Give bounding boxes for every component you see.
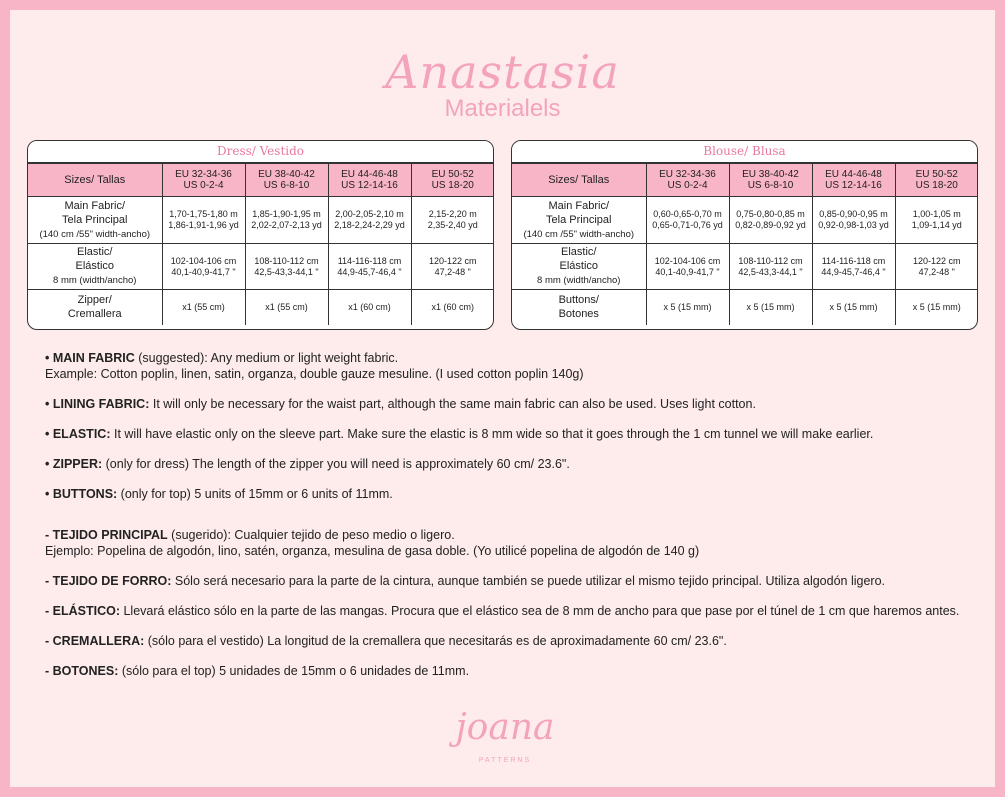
table-cell bbox=[812, 244, 895, 290]
table-cell bbox=[812, 290, 895, 325]
row-label bbox=[28, 244, 162, 290]
cell-line: Elastic/ bbox=[561, 246, 597, 258]
dress-table bbox=[27, 140, 494, 330]
table-cell bbox=[895, 244, 978, 290]
cell-line: 2,00-2,05-2,10 m bbox=[335, 209, 404, 219]
table-cell bbox=[245, 244, 328, 290]
cell-line: EU 44-46-48 bbox=[825, 169, 882, 180]
size-header bbox=[729, 164, 812, 197]
sizes-header: Sizes/ Tallas bbox=[28, 164, 162, 197]
table-header-row bbox=[512, 164, 978, 197]
sizes-header: Sizes/ Tallas bbox=[512, 164, 646, 197]
table-cell bbox=[328, 290, 411, 325]
size-table bbox=[512, 163, 978, 325]
note-item bbox=[45, 633, 975, 649]
cell-line: Elástico bbox=[75, 260, 115, 272]
note-text: (sugerido): Cualquier tejido de peso medio o ligero. bbox=[167, 528, 455, 542]
note-text: It will only be necessary for the waist part, although the same main fabric can also be used. Uses light cotton. bbox=[149, 397, 756, 411]
cell-line: 8 mm (width/ancho) bbox=[53, 275, 137, 286]
size-header bbox=[328, 164, 411, 197]
table-row bbox=[28, 197, 494, 244]
cell-line: 1,09-1,14 yd bbox=[911, 220, 962, 230]
cell-line: US 0-2-4 bbox=[183, 180, 224, 191]
note-text: (sólo para el vestido) La longitud de la cremallera que necesitarás es de aproximadamente 60 cm/ 23.6". bbox=[144, 634, 727, 648]
cell-line: x1 (55 cm) bbox=[182, 301, 225, 312]
cell-line: 2,35-2,40 yd bbox=[427, 220, 478, 230]
cell-line: Main Fabric/ bbox=[64, 199, 126, 212]
cell-line: 0,60-0,65-0,70 m bbox=[653, 209, 722, 219]
cell-line: Cremallera bbox=[67, 308, 122, 321]
table-title: Dress/ Vestido bbox=[28, 141, 493, 163]
size-header bbox=[162, 164, 245, 197]
cell-line: Tela Principal bbox=[62, 213, 128, 226]
note-heading: • BUTTONS: bbox=[45, 487, 118, 501]
note-item bbox=[45, 486, 975, 502]
cell-line: 0,82-0,89-0,92 yd bbox=[735, 220, 806, 230]
row-label bbox=[28, 197, 162, 244]
size-header bbox=[411, 164, 494, 197]
table-cell bbox=[411, 290, 494, 325]
cell-line: 44,9-45,7-46,4 " bbox=[337, 266, 402, 277]
cell-line: x 5 (15 mm) bbox=[746, 301, 795, 312]
table-cell bbox=[895, 290, 978, 325]
cell-line: 40,1-40,9-41,7 " bbox=[171, 266, 236, 277]
cell-line: 0,65-0,71-0,76 yd bbox=[652, 220, 723, 230]
notes-english bbox=[45, 350, 975, 502]
cell-line: x 5 (15 mm) bbox=[912, 301, 961, 312]
cell-line: EU 38-40-42 bbox=[258, 169, 315, 180]
table-cell bbox=[646, 290, 729, 325]
table-cell bbox=[812, 197, 895, 244]
table-row bbox=[28, 290, 494, 325]
size-header bbox=[245, 164, 328, 197]
cell-line: 47,2-48 " bbox=[434, 266, 471, 277]
notes-spanish bbox=[45, 527, 975, 679]
row-label bbox=[512, 197, 646, 244]
note-heading: • ELASTIC: bbox=[45, 427, 111, 441]
table-cell bbox=[646, 244, 729, 290]
table-row bbox=[512, 290, 978, 325]
cell-line: EU 32-34-36 bbox=[175, 169, 232, 180]
page-title: Anastasia bbox=[385, 45, 620, 99]
table-cell bbox=[411, 197, 494, 244]
cell-line: Main Fabric/ bbox=[548, 199, 610, 212]
note-text: (suggested): Any medium or light weight fabric. bbox=[134, 351, 399, 365]
note-item bbox=[45, 663, 975, 679]
cell-line: 114-116-118 cm bbox=[337, 255, 402, 266]
cell-line: 1,70-1,75-1,80 m bbox=[169, 209, 238, 219]
cell-line: 1,85-1,90-1,95 m bbox=[252, 209, 321, 219]
cell-line: 120-122 cm bbox=[428, 255, 477, 266]
note-item bbox=[45, 527, 975, 559]
cell-line: 47,2-48 " bbox=[918, 266, 955, 277]
table-cell bbox=[646, 197, 729, 244]
cell-line: 0,85-0,90-0,95 m bbox=[819, 209, 888, 219]
cell-line: 1,86-1,91-1,96 yd bbox=[168, 220, 239, 230]
cell-line: 102-104-106 cm bbox=[654, 255, 721, 266]
cell-line: Botones bbox=[558, 308, 599, 321]
cell-line: 42,5-43,3-44,1 " bbox=[738, 266, 803, 277]
cell-line: x1 (60 cm) bbox=[431, 301, 474, 312]
note-heading: • MAIN FABRIC bbox=[45, 351, 135, 365]
note-example: Example: Cotton poplin, linen, satin, organza, double gauze mesuline. (I used cotton poplin 140g) bbox=[45, 367, 584, 381]
note-item bbox=[45, 396, 975, 412]
cell-line: 2,18-2,24-2,29 yd bbox=[334, 220, 405, 230]
note-text: (only for top) 5 units of 15mm or 6 units of 11mm. bbox=[117, 487, 393, 501]
cell-line: EU 38-40-42 bbox=[742, 169, 799, 180]
table-header-row bbox=[28, 164, 494, 197]
row-label bbox=[28, 290, 162, 325]
cell-line: US 12-14-16 bbox=[825, 180, 882, 191]
cell-line: (140 cm /55" width-ancho) bbox=[523, 228, 635, 240]
note-heading: - BOTONES: bbox=[45, 664, 119, 678]
cell-line: US 18-20 bbox=[915, 180, 958, 191]
cell-line: EU 32-34-36 bbox=[659, 169, 716, 180]
row-label bbox=[512, 290, 646, 325]
cell-line: x 5 (15 mm) bbox=[829, 301, 878, 312]
note-heading: - TEJIDO PRINCIPAL bbox=[45, 528, 168, 542]
note-item bbox=[45, 603, 975, 619]
cell-line: 44,9-45,7-46,4 " bbox=[821, 266, 886, 277]
instructions bbox=[45, 350, 975, 679]
cell-line: EU 44-46-48 bbox=[341, 169, 398, 180]
note-text: (only for dress) The length of the zipper you will need is approximately 60 cm/ 23.6". bbox=[102, 457, 570, 471]
brand-logo: joana bbox=[455, 707, 555, 748]
page-subtitle: Materialels bbox=[444, 95, 561, 122]
cell-line: x1 (55 cm) bbox=[265, 301, 308, 312]
table-cell bbox=[729, 290, 812, 325]
table-row bbox=[512, 197, 978, 244]
note-heading: • ZIPPER: bbox=[45, 457, 103, 471]
cell-line: 114-116-118 cm bbox=[821, 255, 886, 266]
cell-line: x1 (60 cm) bbox=[348, 301, 391, 312]
cell-line: US 12-14-16 bbox=[341, 180, 398, 191]
table-row bbox=[512, 244, 978, 290]
note-item bbox=[45, 350, 975, 382]
note-heading: - CREMALLERA: bbox=[45, 634, 145, 648]
cell-line: 42,5-43,3-44,1 " bbox=[254, 266, 319, 277]
cell-line: Buttons/ bbox=[558, 294, 599, 307]
cell-line: Tela Principal bbox=[546, 213, 612, 226]
table-cell bbox=[162, 290, 245, 325]
cell-line: Elastic/ bbox=[77, 246, 113, 258]
cell-line: EU 50-52 bbox=[431, 169, 474, 180]
blouse-table bbox=[511, 140, 978, 330]
note-text: (sólo para el top) 5 unidades de 15mm o 6 unidades de 11mm. bbox=[118, 664, 470, 678]
cell-line: 102-104-106 cm bbox=[170, 255, 237, 266]
cell-line: 120-122 cm bbox=[912, 255, 961, 266]
cell-line: (140 cm /55" width-ancho) bbox=[39, 228, 151, 240]
note-heading: - ELÁSTICO: bbox=[45, 604, 120, 618]
table-cell bbox=[328, 244, 411, 290]
size-table bbox=[28, 163, 494, 325]
cell-line: US 0-2-4 bbox=[667, 180, 708, 191]
size-header bbox=[895, 164, 978, 197]
table-cell bbox=[162, 197, 245, 244]
note-item bbox=[45, 456, 975, 472]
table-cell bbox=[245, 197, 328, 244]
table-cell bbox=[328, 197, 411, 244]
note-item bbox=[45, 426, 975, 442]
table-cell bbox=[729, 244, 812, 290]
table-cell bbox=[245, 290, 328, 325]
note-example: Ejemplo: Popelina de algodón, lino, satén, organza, mesulina de gasa doble. (Yo utilicé popelina de algodón de 140 g) bbox=[45, 544, 700, 558]
cell-line: US 6-8-10 bbox=[263, 180, 310, 191]
cell-line: Elástico bbox=[559, 260, 599, 272]
brand-tagline: PATTERNS bbox=[478, 757, 532, 764]
cell-line: EU 50-52 bbox=[915, 169, 958, 180]
table-cell bbox=[729, 197, 812, 244]
cell-line: 40,1-40,9-41,7 " bbox=[655, 266, 720, 277]
cell-line: US 18-20 bbox=[431, 180, 474, 191]
cell-line: 2,02-2,07-2,13 yd bbox=[251, 220, 322, 230]
table-cell bbox=[411, 244, 494, 290]
table-cell bbox=[162, 244, 245, 290]
cell-line: 2,15-2,20 m bbox=[428, 209, 477, 219]
cell-line: 8 mm (width/ancho) bbox=[537, 275, 621, 286]
cell-line: 108-110-112 cm bbox=[738, 255, 803, 266]
table-row bbox=[28, 244, 494, 290]
cell-line: 108-110-112 cm bbox=[254, 255, 319, 266]
cell-line: x 5 (15 mm) bbox=[663, 301, 712, 312]
cell-line: 0,92-0,98-1,03 yd bbox=[818, 220, 889, 230]
size-header bbox=[646, 164, 729, 197]
cell-line: 1,00-1,05 m bbox=[912, 209, 961, 219]
note-heading: • LINING FABRIC: bbox=[45, 397, 150, 411]
cell-line: 0,75-0,80-0,85 m bbox=[736, 209, 805, 219]
note-text: Llevará elástico sólo en la parte de las mangas. Procura que el elástico sea de 8 mm de ancho para que pase por el túnel de 1 cm que haremos antes. bbox=[120, 604, 960, 618]
note-heading: - TEJIDO DE FORRO: bbox=[45, 574, 172, 588]
note-text: Sólo será necesario para la parte de la cintura, aunque también se puede utilizar el mismo tejido principal. Utiliza algodón ligero. bbox=[171, 574, 886, 588]
cell-line: Zipper/ bbox=[77, 294, 112, 307]
table-cell bbox=[895, 197, 978, 244]
table-title: Blouse/ Blusa bbox=[512, 141, 977, 163]
size-header bbox=[812, 164, 895, 197]
note-text: It will have elastic only on the sleeve part. Make sure the elastic is 8 mm wide so that it goes through the 1 cm tunnel we will make earlier. bbox=[110, 427, 874, 441]
note-item bbox=[45, 573, 975, 589]
cell-line: US 6-8-10 bbox=[747, 180, 794, 191]
row-label bbox=[512, 244, 646, 290]
